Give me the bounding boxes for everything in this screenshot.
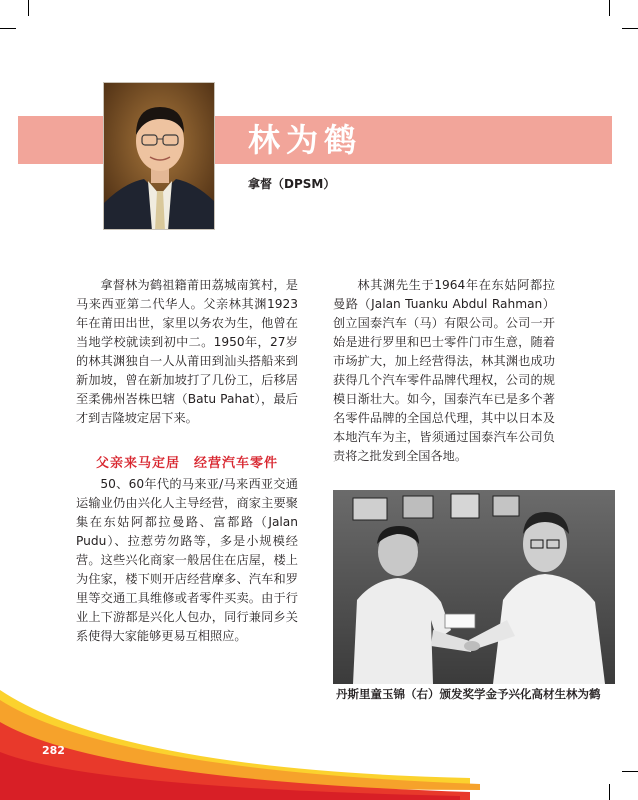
article-paragraph-2 [76, 475, 298, 646]
paragraph-text: 50、60年代的马来亚/马来西亚交通运输业仍由兴化人主导经营，商家主要聚集在东姑阿都拉曼路、富都路（Jalan Pudu）、拉惹劳勿路等，多是小规模经营。这些兴化商家一般居住在店屋，楼上为住家，楼下则开店经营摩多、汽车和罗里等交通工具维修或者零件买卖。由于行业上下游都是兴化人包办，同行兼同乡关系使得大家能够更易互相照应。 [76, 477, 298, 643]
person-title: 拿督（DPSM） [248, 177, 336, 191]
award-photo [333, 490, 615, 684]
crop-mark [622, 28, 638, 29]
photo-caption: 丹斯里童玉锦（右）颁发奖学金予兴化高材生林为鹤 [336, 687, 601, 701]
crop-mark [609, 784, 610, 800]
crop-mark [0, 28, 16, 29]
decorative-swoosh [0, 660, 480, 800]
person-name: 林为鹤 [248, 121, 363, 159]
section-heading: 父亲来马定居 经营汽车零件 [96, 456, 279, 471]
crop-mark [609, 0, 610, 16]
paragraph-text: 拿督林为鹤祖籍莆田荔城南箕村，是马来西亚第二代华人。父亲林其渊1923年在莆田出世，家里以务农为生，他曾在当地学校就读到初中二。1950年，27岁的林其渊独自一人从莆田到汕头搭船来到新加坡，曾在新加坡打了几份工，后移居至柔佛州峇株巴辖（Batu Pahat），最后才到吉隆坡定居下来。 [76, 278, 298, 425]
portrait-photo [103, 82, 215, 230]
crop-mark [622, 771, 638, 772]
page-number: 282 [42, 744, 65, 757]
article-paragraph-3 [333, 276, 555, 466]
article-paragraph-1 [76, 276, 298, 428]
paragraph-text: 林其渊先生于1964年在东姑阿都拉曼路（Jalan Tuanku Abdul Rahman）创立国泰汽车（马）有限公司。公司一开始是进行罗里和巴士零件门市生意，随着市场扩大，加上经营得法，林其渊也成功获得几个汽车零件品牌代理权，公司的规模日渐壮大。如今，国泰汽车已是多个著名零件品牌的全国总代理，其中以日本及本地汽车为主，皆须通过国泰汽车公司负责将之批发到全国各地。 [333, 278, 555, 463]
crop-mark [28, 0, 29, 16]
